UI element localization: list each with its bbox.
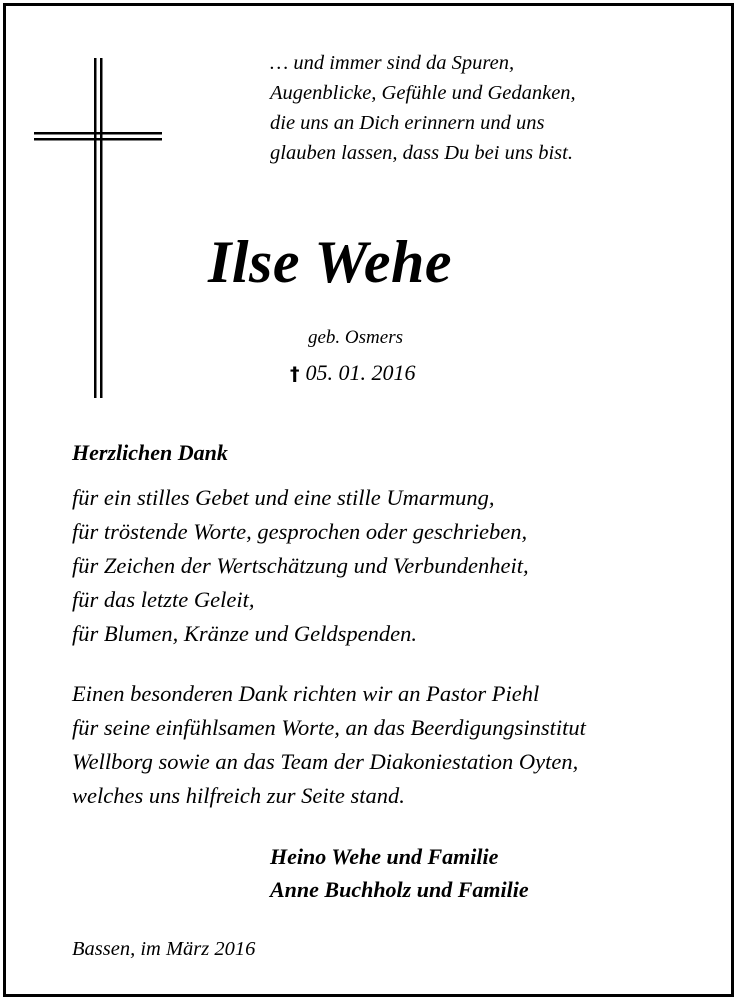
poem-line: … und immer sind da Spuren, [270,52,515,74]
special-thanks-line: für seine einfühlsamen Worte, an das Beerdigungsinstitut [72,715,586,740]
birth-name: geb. Osmers [308,327,403,348]
place-date: Bassen, im März 2016 [72,938,256,960]
special-thanks [72,677,586,813]
death-date: 05. 01. 2016 [305,360,416,385]
signer: Heino Wehe und Familie [270,844,499,869]
deceased-name: Ilse Wehe [208,229,452,295]
poem-line: die uns an Dich erinnern und uns [270,112,545,134]
thanks-heading: Herzlichen Dank [72,440,228,465]
thanks-line: für ein stilles Gebet und eine stille Umarmung, [72,485,495,510]
dagger-icon: † [290,363,300,385]
thanks-line: für tröstende Worte, gesprochen oder geschrieben, [72,519,528,544]
special-thanks-line: Wellborg sowie an das Team der Diakoniestation Oyten, [72,749,579,774]
special-thanks-line: welches uns hilfreich zur Seite stand. [72,783,405,808]
cross-icon [34,58,162,398]
signers [270,840,529,906]
thanks-line: für Blumen, Kränze und Geldspenden. [72,621,417,646]
death-date-line [290,360,416,386]
poem-line: glauben lassen, dass Du bei uns bist. [270,142,573,164]
poem-line: Augenblicke, Gefühle und Gedanken, [270,82,576,104]
thanks-list [72,481,529,651]
thanks-line: für das letzte Geleit, [72,587,255,612]
signer: Anne Buchholz und Familie [270,877,529,902]
special-thanks-line: Einen besonderen Dank richten wir an Pastor Piehl [72,681,540,706]
thanks-line: für Zeichen der Wertschätzung und Verbundenheit, [72,553,529,578]
memorial-poem [270,48,576,168]
